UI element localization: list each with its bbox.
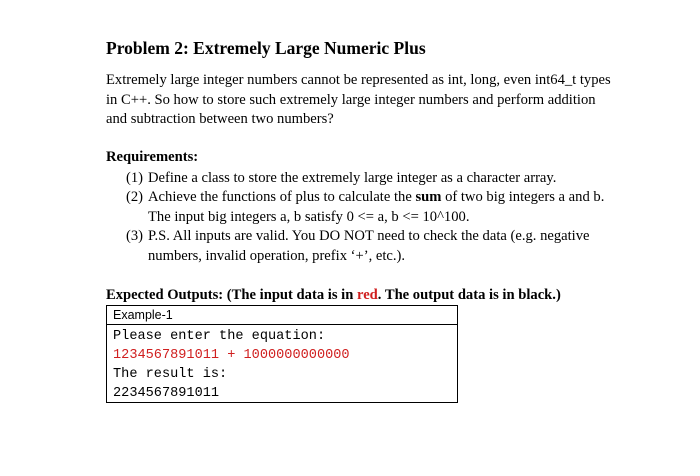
example-label: Example-1: [107, 306, 457, 325]
requirement-text-after: of two big integers a and b. The input big integers a, b satisfy 0 <= a, b <= 10^100.: [148, 189, 605, 225]
requirement-text: P.S. All inputs are valid. You DO NOT need to check the data (e.g. negative numbers, invalid operation, prefix ‘+’, etc.).: [148, 228, 590, 264]
requirement-item-2: [106, 188, 626, 227]
requirements-list: [106, 169, 626, 267]
requirement-bold-term: sum: [415, 189, 442, 205]
example-console: [107, 325, 457, 403]
expected-red-word: red: [356, 287, 378, 303]
requirements-heading: Requirements:: [106, 148, 199, 165]
console-output-line: 2234567891011: [113, 386, 220, 401]
example-box: [106, 305, 458, 403]
expected-prefix: Expected Outputs: (The input data is in: [106, 287, 357, 303]
requirement-item-1: [106, 169, 626, 189]
requirement-text: Define a class to store the extremely large integer as a character array.: [148, 169, 557, 186]
expected-outputs-heading: [106, 286, 626, 305]
requirement-item-3: [106, 227, 626, 266]
requirement-number: (2): [126, 189, 144, 205]
problem-document: [106, 37, 626, 305]
requirement-text-before: Achieve the functions of plus to calculate the: [148, 189, 416, 205]
expected-suffix: . The output data is in black.): [377, 287, 561, 303]
requirement-number: (1): [126, 169, 144, 186]
problem-title: Problem 2: Extremely Large Numeric Plus: [106, 38, 426, 58]
requirement-number: (3): [126, 228, 144, 244]
console-prompt-line: Please enter the equation:: [113, 329, 326, 344]
console-input-line: 1234567891011 + 1000000000000: [113, 348, 350, 363]
problem-intro: Extremely large integer numbers cannot be represented as int, long, even int64_t types in C++. So how to store such extremely large integer numbers and perform addition and subtraction between two numbers?: [106, 72, 611, 127]
console-result-label-line: The result is:: [113, 367, 228, 382]
